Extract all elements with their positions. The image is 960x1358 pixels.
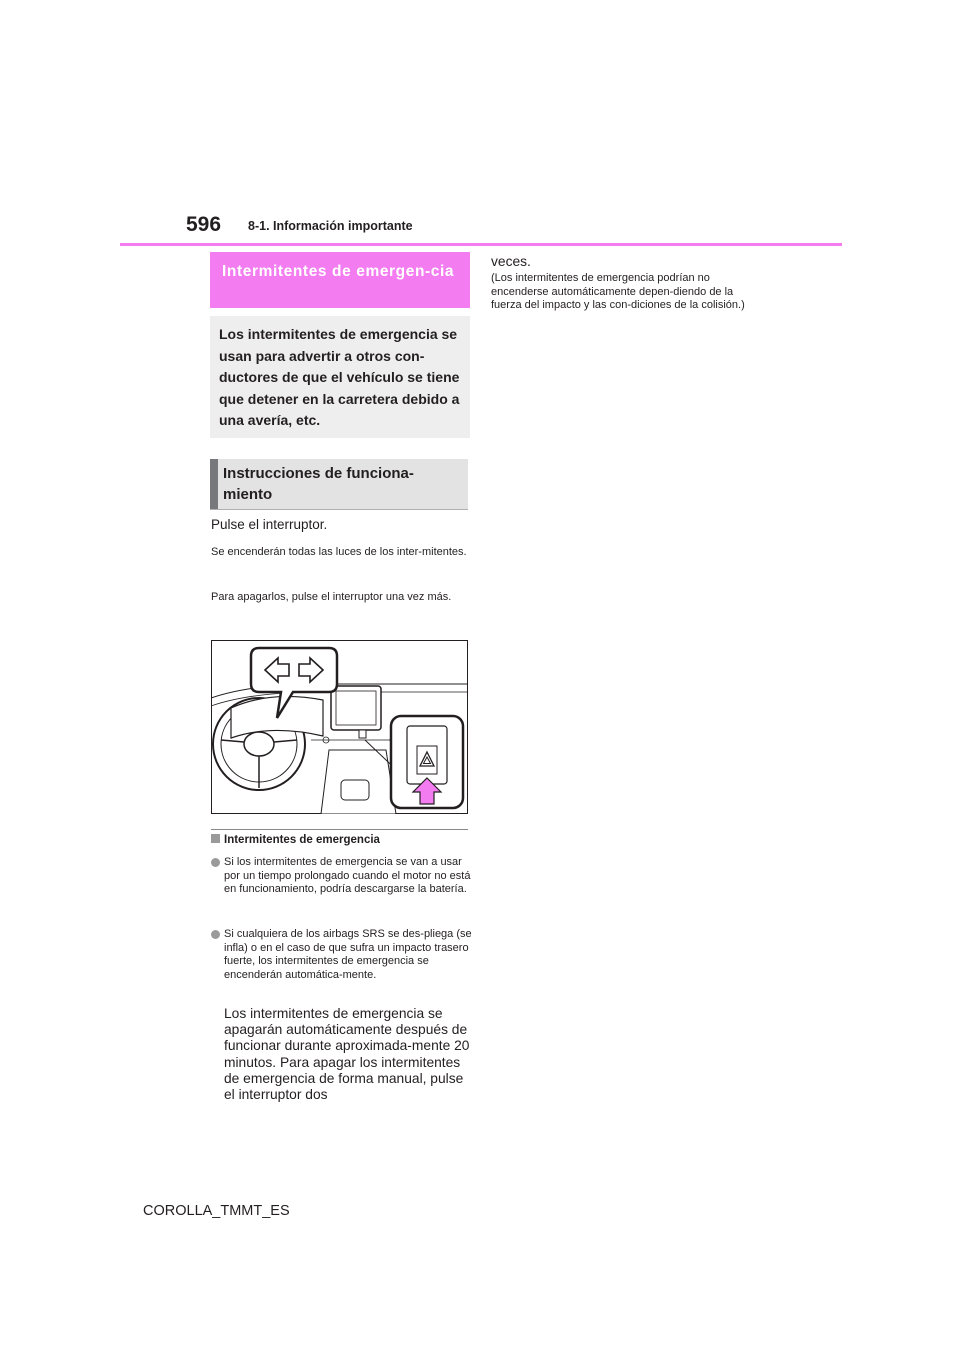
bullet-text: Si cualquiera de los airbags SRS se des-pliega (se infla) o en el caso de que sufra un impacto trasero fuerte, los intermitentes de emergencia se encenderán automática-mente.: [224, 928, 472, 981]
note-title: [211, 834, 380, 846]
header-rule: [120, 243, 842, 246]
instructions-heading-box: [210, 459, 468, 510]
right-column-parenthetical: (Los intermitentes de emergencia podrían no encenderse automáticamente depen-diendo de la fuerza del impacto y las con-diciones de la colisión.): [491, 272, 745, 311]
right-column-continuation: veces.: [491, 254, 531, 269]
paragraph-lights-on: Se encenderán todas las luces de los inter-mitentes.: [211, 546, 467, 558]
hazard-heading: Intermitentes de emergen-cia: [222, 263, 455, 280]
hazard-switch-inset: [391, 716, 463, 808]
bullet-item: [211, 856, 473, 916]
note-rule: [211, 829, 468, 830]
circle-bullet-icon: [211, 930, 220, 939]
step-text: Pulse el interruptor.: [211, 517, 328, 532]
auto-off-text: Los intermitentes de emergencia se apagarán automáticamente después de funcionar durante aproximada-mente 20 minutos. Para apagar los intermitentes de emergencia de forma manual, pulse el interruptor dos: [224, 1006, 470, 1103]
paragraph-lights-off: Para apagarlos, pulse el interruptor una vez más.: [211, 591, 452, 603]
summary-box: [210, 316, 470, 438]
dashboard-illustration: [211, 640, 468, 814]
circle-bullet-icon: [211, 858, 220, 867]
center-display-icon: [331, 686, 381, 730]
hazard-heading-box: [210, 252, 470, 308]
square-bullet-icon: [211, 834, 220, 843]
summary-text: Los intermitentes de emergencia se usan para advertir a otros con-ductores de que el vehículo se tiene que detener en la carretera debido a una avería, etc.: [219, 326, 460, 429]
instructions-heading: Instrucciones de funciona-miento: [223, 465, 414, 503]
section-header: 8-1. Información importante: [248, 219, 413, 233]
page-number: 596: [186, 213, 222, 236]
bullet-text: Si los intermitentes de emergencia se van a usar por un tiempo prolongado cuando el motor no está en funcionamiento, podría descargarse la batería.: [224, 856, 471, 895]
note-title-text: Intermitentes de emergencia: [224, 834, 380, 846]
footer-code: COROLLA_TMMT_ES: [143, 1203, 290, 1219]
bullet-item: [211, 928, 473, 1010]
heading-accent-bar: [210, 459, 218, 509]
